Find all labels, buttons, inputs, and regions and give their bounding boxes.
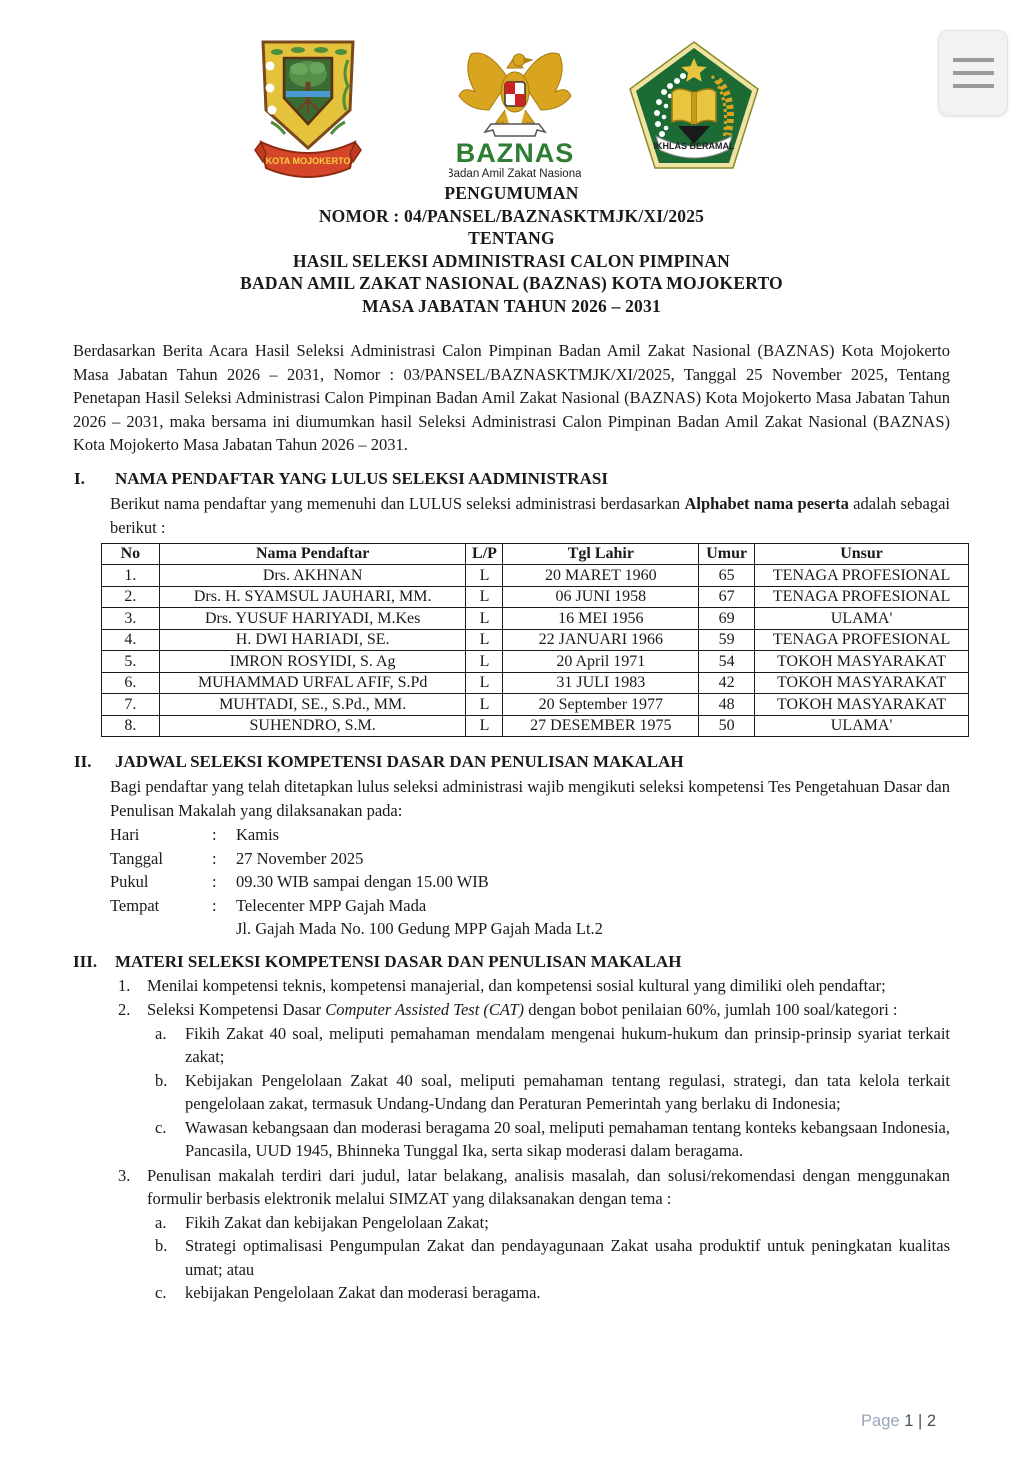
table-row: 5. IMRON ROSYIDI, S. Ag L 20 April 1971 54 TOKOH MASYARAKAT	[102, 651, 969, 673]
kemenag-pentagon-icon	[626, 40, 762, 180]
section-three-heading-text: MATERI SELEKSI KOMPETENSI DASAR DAN PENULISAN MAKALAH	[115, 951, 682, 971]
table-row: 3. Drs. YUSUF HARIYADI, M.Kes L 16 MEI 1956 69 ULAMA'	[102, 608, 969, 630]
section-one	[73, 468, 950, 738]
table-row: 6. MUHAMMAD URFAL AFIF, S.Pd L 31 JULI 1983 42 TOKOH MASYARAKAT	[102, 672, 969, 694]
col-header-unsur: Unsur	[755, 543, 969, 565]
col-header-nama: Nama Pendaftar	[159, 543, 466, 565]
subitem-3a: a. Fikih Zakat dan kebijakan Pengelolaan Zakat;	[155, 1212, 489, 1232]
table-row: 4. H. DWI HARIADI, SE. L 22 JANUARI 1966 59 TENAGA PROFESIONAL	[102, 629, 969, 651]
title-line-5: BADAN AMIL ZAKAT NASIONAL (BAZNAS) KOTA MOJOKERTO	[240, 273, 783, 293]
intro-paragraph: Berdasarkan Berita Acara Hasil Seleksi Administrasi Calon Pimpinan Badan Amil Zakat Nasional (BAZNAS) Kota Mojokerto Masa Jabatan Tahun 2026 – 2031, Nomor : 03/PANSEL/BAZNASKTMJK/XI/2025, Tanggal 25 November 2025, Tentang Penetapan Hasil Seleksi Administrasi Calon Pimpinan Badan Amil Zakat Nasional (BAZNAS) Kota Mojokerto Masa Jabatan Tahun 2026 – 2031, maka bersama ini diumumkan hasil Seleksi Administrasi Calon Pimpinan Badan Amil Zakat Nasional (BAZNAS) Kota Mojokerto Masa Jabatan Tahun 2026 – 2031.	[73, 341, 950, 454]
table-header-row	[102, 543, 969, 565]
kota-mojokerto-crest-icon	[253, 38, 363, 182]
schedule-time-row: Pukul : 09.30 WIB sampai dengan 15.00 WIB	[110, 872, 489, 891]
section-two	[73, 751, 950, 941]
col-header-umur: Umur	[699, 543, 755, 565]
place-line-1: Telecenter MPP Gajah Mada	[236, 895, 427, 915]
materi-item-3: 3. Penulisan makalah terdiri dari judul, latar belakang, analisis masalah, dan solusi/rekomendasi dengan menggunakan formulir berbasis elektronik melalui SIMZAT yang dilaksanakan dengan tema :	[118, 1165, 950, 1208]
page-indicator	[861, 1412, 936, 1431]
title-line-6: MASA JABATAN TAHUN 2026 – 2031	[362, 295, 661, 316]
section-three	[73, 951, 950, 1305]
section-two-heading	[73, 751, 950, 773]
section-two-intro: Bagi pendaftar yang telah ditetapkan lulus seleksi administrasi wajib mengikuti seleksi kompetensi Tes Pengetahuan Dasar dan Penulisan Makalah yang dilaksanakan pada:	[110, 777, 950, 820]
table-row: 8. SUHENDRO, S.M. L 27 DESEMBER 1975 50 ULAMA'	[102, 715, 969, 737]
title-line-1: PENGUMUMAN	[444, 183, 579, 203]
schedule-day-row: Hari : Kamis	[110, 825, 280, 844]
section-two-heading-text: JADWAL SELEKSI KOMPETENSI DASAR DAN PENULISAN MAKALAH	[115, 752, 684, 771]
section-one-intro: Berikut nama pendaftar yang memenuhi dan LULUS seleksi administrasi berdasarkan Alphabet nama peserta adalah sebagai berikut :	[110, 493, 950, 537]
subitem-2c: c. Wawasan kebangsaan dan moderasi beragama 20 soal, meliputi pemahaman tentang konteks kebangsaan Indonesia, Pancasila, UUD 1945, Bhinneka Tunggal Ika, serta sikap moderasi dalam beragama.	[155, 1117, 950, 1160]
kota-mojokerto-logo	[253, 38, 363, 187]
baznas-subtitle: Badan Amil Zakat Nasional	[449, 168, 581, 180]
baznas-wordmark: BAZNAS	[455, 138, 575, 168]
header-logos	[73, 0, 950, 182]
mojokerto-ribbon-text: KOTA MOJOKERTO	[265, 156, 351, 166]
materi-item-1: 1. Menilai kompetensi teknis, kompetensi manajerial, dan kompetensi sosial kultural yang dimiliki oleh pendaftar;	[118, 975, 886, 995]
section-one-heading-text: NAMA PENDAFTAR YANG LULUS SELEKSI AADMINISTRASI	[115, 468, 608, 488]
section-two-number: II.	[74, 752, 92, 771]
title-line-4: HASIL SELEKSI ADMINISTRASI CALON PIMPINAN	[292, 250, 731, 271]
materi-item-2-subitems	[155, 1022, 950, 1163]
materi-item-2: 2. Seleksi Kompetensi Dasar Computer Assisted Test (CAT) dengan bobot penilaian 60%, jumlah 100 soal/kategori :	[118, 1000, 898, 1019]
col-header-lp: L/P	[466, 543, 503, 565]
registrants-table	[101, 543, 969, 738]
document-title	[73, 182, 950, 317]
subitem-3c: c. kebijakan Pengelolaan Zakat dan moderasi beragama.	[155, 1283, 541, 1302]
materi-item-3-subitems	[155, 1211, 950, 1305]
place-line-2: Jl. Gajah Mada No. 100 Gedung MPP Gajah Mada Lt.2	[236, 919, 603, 938]
section-three-heading	[73, 951, 950, 973]
baznas-logo	[449, 40, 581, 187]
subitem-3b: b. Strategi optimalisasi Pengumpulan Zakat dan pendayagunaan Zakat usaha produktif untuk peningkatan kualitas umat; atau	[155, 1236, 950, 1279]
section-three-number: III.	[73, 951, 98, 971]
section-one-number: I.	[74, 468, 85, 488]
baznas-garuda-icon	[449, 40, 581, 182]
schedule-date-row: Tanggal : 27 November 2025	[110, 848, 364, 868]
subitem-2b: b. Kebijakan Pengelolaan Zakat 40 soal, meliputi pemahaman tentang regulasi, strategi, dan tata kelola terkait pengelolaan zakat, termasuk Undang-Undang dan Peraturan Pemerintah yang berlaku di Indonesia;	[155, 1070, 950, 1113]
table-row: 2. Drs. H. SYAMSUL JAUHARI, MM. L 06 JUNI 1958 67 TENAGA PROFESIONAL	[102, 586, 969, 608]
col-header-tgl: Tgl Lahir	[503, 543, 699, 565]
page-label: Page	[861, 1412, 900, 1430]
table-row: 1. Drs. AKHNAN L 20 MARET 1960 65 TENAGA PROFESIONAL	[102, 565, 969, 587]
title-line-3: TENTANG	[468, 228, 555, 248]
kemenag-logo	[626, 40, 762, 185]
table-row: 7. MUHTADI, SE., S.Pd., MM. L 20 September 1977 48 TOKOH MASYARAKAT	[102, 694, 969, 716]
kemenag-ribbon-text: IKHLAS BERAMAL	[653, 141, 735, 151]
menu-button[interactable]	[938, 30, 1008, 116]
col-header-no: No	[102, 543, 160, 565]
subitem-2a: a. Fikih Zakat 40 soal, meliputi pemahaman mendalam mengenai hukum-hukum dan prinsip-prinsip syariat terkait zakat;	[155, 1023, 950, 1066]
schedule-place-row: Tempat : Telecenter MPP Gajah Mada Jl. Gajah Mada No. 100 Gedung MPP Gajah Mada Lt.2	[110, 894, 950, 941]
page-numbers: 1 | 2	[904, 1412, 936, 1430]
title-line-2: NOMOR : 04/PANSEL/BAZNASKTMJK/XI/2025	[318, 205, 705, 226]
section-one-heading	[73, 468, 950, 490]
